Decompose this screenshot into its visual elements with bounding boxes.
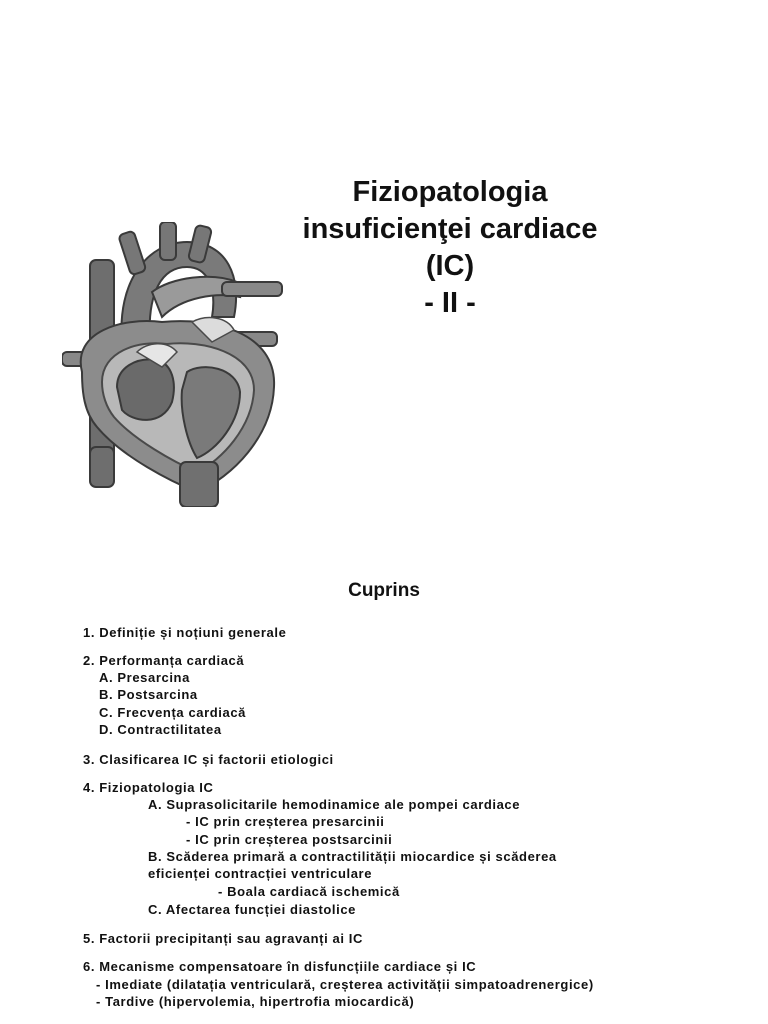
toc-item: C. Afectarea funcției diastolice	[148, 902, 356, 917]
toc-item: A. Presarcina	[99, 670, 190, 685]
toc-item: 3. Clasificarea IC și factorii etiologici	[83, 752, 334, 767]
title-line-3: (IC)	[425, 250, 475, 282]
title-line-1: Fiziopatologia	[352, 176, 548, 208]
toc-item: B. Postsarcina	[99, 687, 198, 702]
page-title	[270, 174, 630, 322]
toc-item: - Imediate (dilatația ventriculară, creșterea activității simpatoadrenergice)	[96, 977, 594, 992]
toc-item: 4. Fiziopatologia IC	[83, 780, 214, 795]
toc-item: - IC prin creșterea postsarcinii	[186, 832, 393, 847]
toc-item: D. Contractilitatea	[99, 722, 222, 737]
toc-item: - Tardive (hipervolemia, hipertrofia miocardică)	[96, 994, 415, 1009]
toc-item: 5. Factorii precipitanți sau agravanți ai IC	[83, 931, 363, 946]
toc-item: 1. Definiție și noțiuni generale	[83, 625, 287, 640]
toc-item: 2. Performanța cardiacă	[83, 653, 245, 668]
title-line-2: insuficienţei cardiace	[302, 213, 598, 245]
toc-item: - IC prin creșterea presarcinii	[186, 814, 385, 829]
toc-item: A. Suprasolicitarile hemodinamice ale pompei cardiace	[148, 797, 521, 812]
toc-item: B. Scăderea primară a contractilității miocardice și scăderea	[148, 849, 557, 864]
title-line-4: - II -	[424, 287, 476, 319]
toc-item: - Boala cardiacă ischemică	[218, 884, 400, 899]
toc-heading: Cuprins	[348, 580, 420, 601]
heart-illustration	[62, 222, 286, 507]
toc-item: 6. Mecanisme compensatoare în disfuncțiile cardiace și IC	[83, 959, 477, 974]
toc-item: C. Frecvența cardiacă	[99, 705, 247, 720]
toc-item: eficienței contracției ventriculare	[148, 866, 373, 881]
